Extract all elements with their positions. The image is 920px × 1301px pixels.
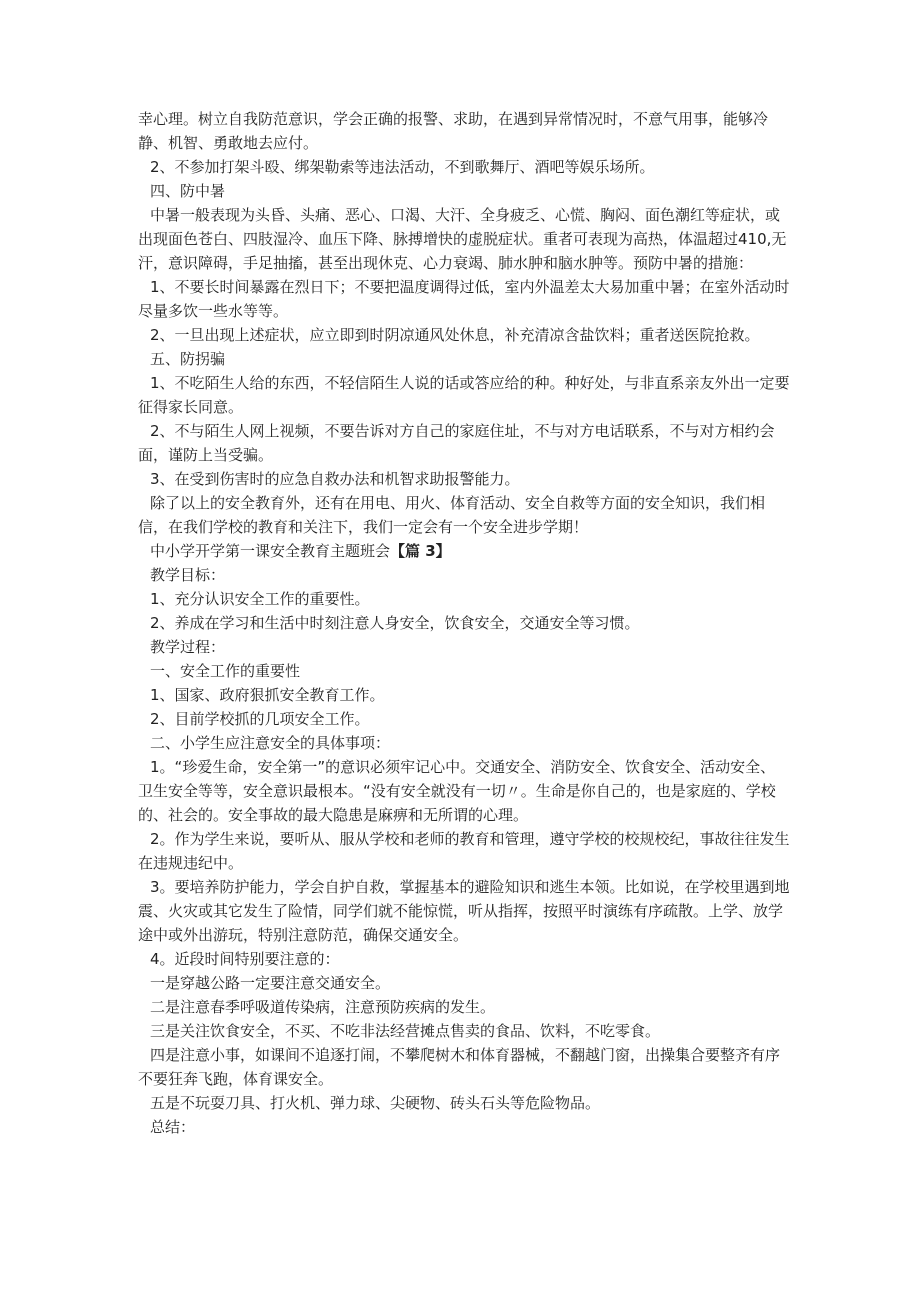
paragraph: 1。“珍爱生命，安全第一”的意识必须牢记心中。交通安全、消防安全、饮食安全、活动安全、卫生安全等等，安全意识最根本。“没有安全就没有一切〃。生命是你自己的，也是家庭的、学校的、社会的。安全事故的最大隐患是麻痹和无所谓的心理。 (138, 758, 776, 824)
paragraph: 1、充分认识安全工作的重要性。 (150, 590, 370, 608)
paragraph: 1、不吃陌生人给的东西，不轻信陌生人说的话或答应给的种。种好处，与非直系亲友外出一定要征得家长同意。 (138, 374, 790, 416)
section-heading: 五、防拐骗 (150, 350, 226, 368)
article-title-text: 中小学开学第一课安全教育主题班会 (150, 542, 391, 560)
section-heading: 二、小学生应注意安全的具体事项： (150, 734, 391, 752)
article-title (138, 539, 790, 563)
section-heading: 总结： (150, 1118, 196, 1136)
paragraph: 四是注意小事，如课间不追逐打闹，不攀爬树木和体育器械，不翻越门窗，出操集合要整齐有序不要狂奔飞跑，体育课安全。 (138, 1046, 781, 1088)
section-heading: 一、安全工作的重要性 (150, 662, 301, 680)
paragraph: 2、不与陌生人网上视频，不要告诉对方自己的家庭住址，不与对方电话联系，不与对方相约会面，谨防上当受骗。 (138, 422, 775, 464)
paragraph: 一是穿越公路一定要注意交通安全。 (150, 974, 391, 992)
article-title-tag: 【篇 3】 (390, 542, 451, 560)
section-heading: 教学目标： (150, 566, 226, 584)
paragraph: 除了以上的安全教育外，还有在用电、用火、体育活动、安全自救等方面的安全知识，我们相信，在我们学校的教育和关注下，我们一定会有一个安全进步学期！ (138, 494, 766, 536)
paragraph: 二是注意春季呼吸道传染病，注意预防疾病的发生。 (150, 998, 496, 1016)
document-body (138, 107, 790, 1139)
paragraph: 2、不参加打架斗殴、绑架勒索等违法活动，不到歌舞厅、酒吧等娱乐场所。 (150, 158, 655, 176)
paragraph: 2、一旦出现上述症状，应立即到时阴凉通风处休息，补充清凉含盐饮料；重者送医院抢救。 (150, 326, 760, 344)
paragraph: 2。作为学生来说，要听从、服从学校和老师的教育和管理，遵守学校的校规校纪，事故往往发生在违规违纪中。 (138, 830, 790, 872)
paragraph: 1、国家、政府狠抓安全教育工作。 (150, 686, 385, 704)
paragraph: 2、目前学校抓的几项安全工作。 (150, 710, 370, 728)
paragraph: 3。要培养防护能力，学会自护自救，掌握基本的避险知识和逃生本领。比如说，在学校里遇到地震、火灾或其它发生了险情，同学们就不能惊慌，听从指挥，按照平时演练有序疏散。上学、放学途中或外出游玩，特别注意防范，确保交通安全。 (138, 878, 790, 944)
paragraph: 1、不要长时间暴露在烈日下；不要把温度调得过低，室内外温差太大易加重中暑；在室外活动时尽量多饮一些水等等。 (138, 278, 790, 320)
paragraph: 三是关注饮食安全，不买、不吃非法经营摊点售卖的食品、饮料，不吃零食。 (150, 1022, 661, 1040)
section-heading: 教学过程： (150, 638, 226, 656)
paragraph: 中暑一般表现为头昏、头痛、恶心、口渴、大汗、全身疲乏、心慌、胸闷、面色潮红等症状，或出现面色苍白、四肢湿冷、血压下降、脉搏增快的虚脱症状。重者可表现为高热，体温超过410,无汗，意识障碍，手足抽搐，甚至出现休克、心力衰竭、肺水肿和脑水肿等。预防中暑的措施： (138, 206, 787, 272)
paragraph: 4。近段时间特别要注意的： (150, 950, 340, 968)
section-heading: 四、防中暑 (150, 182, 226, 200)
paragraph: 五是不玩耍刀具、打火机、弹力球、尖硬物、砖头石头等危险物品。 (150, 1094, 601, 1112)
paragraph: 幸心理。树立自我防范意识，学会正确的报警、求助，在遇到异常情况时，不意气用事，能够冷静、机智、勇敢地去应付。 (138, 110, 769, 152)
paragraph: 3、在受到伤害时的应急自救办法和机智求助报警能力。 (150, 470, 520, 488)
paragraph: 2、养成在学习和生活中时刻注意人身安全，饮食安全，交通安全等习惯。 (150, 614, 640, 632)
